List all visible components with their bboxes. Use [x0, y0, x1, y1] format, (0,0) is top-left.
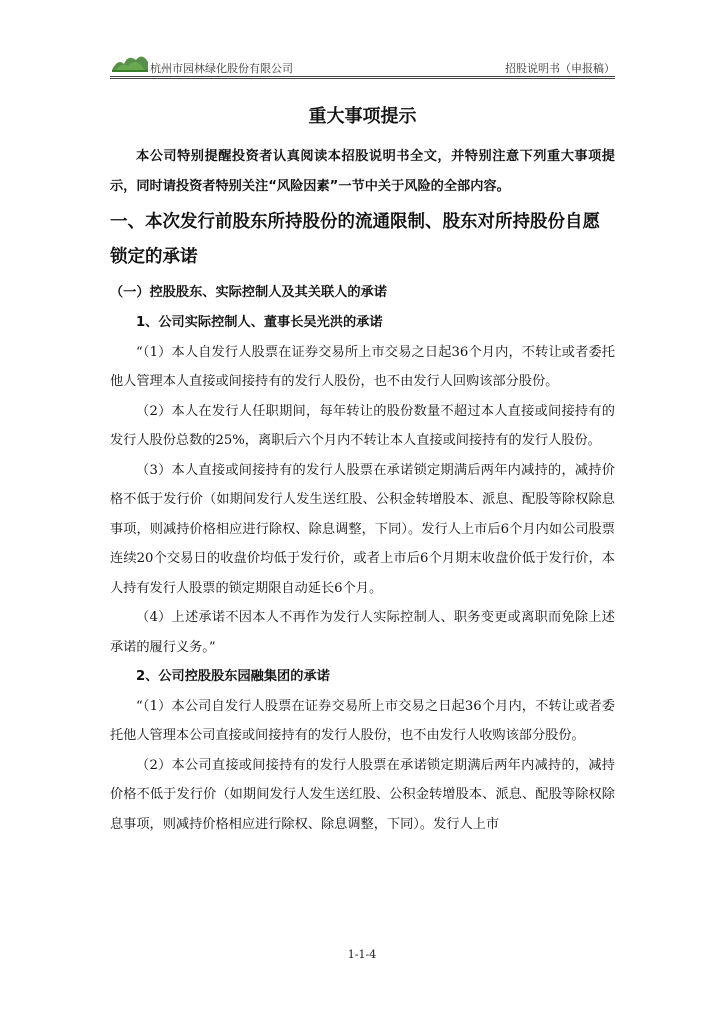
commitment-paragraph: （3）本人直接或间接持有的发行人股票在承诺锁定期满后两年内减持的，减持价格不低于发行价（如期间发行人发生送红股、公积金转增股本、派息、配股等除权除息事项，则减持价格相应进行除权、除息调整，下同）。发行人上市后6个月内如公司股票连续20个交易日的收盘价均低于发行价，或者上市后6个月期末收盘价低于发行价，本人持有发行人股票的锁定期限自动延长6个月。 [110, 462, 615, 596]
commitment-paragraph: （2）本人在发行人任职期间，每年转让的股份数量不超过本人直接或间接持有的发行人股份总数的25%，离职后六个月内不转让本人直接或间接持有的发行人股份。 [110, 403, 615, 448]
company-logo-icon [110, 48, 150, 74]
intro-paragraph: 本公司特别提醒投资者认真阅读本招股说明书全文，并特别注意下列重大事项提示，同时请投资者特别关注“风险因素”一节中关于风险的全部内容。 [110, 149, 615, 194]
page-number: 1-1-4 [347, 948, 377, 961]
page-header [110, 46, 615, 76]
commitment-paragraph: “（1）本公司自发行人股票在证券交易所上市交易之日起36个月内，不转让或者委托他人管理本公司直接或间接持有的发行人股份，也不由发行人收购该部分股份。 [110, 698, 615, 743]
commitment-paragraph: （2）本公司直接或间接持有的发行人股票在承诺锁定期满后两年内减持的，减持价格不低于发行价（如期间发行人发生送红股、公积金转增股本、派息、配股等除权除息事项，则减持价格相应进行除权、除息调整，下同）。发行人上市 [110, 757, 615, 832]
commitment-paragraph: “（1）本人自发行人股票在证券交易所上市交易之日起36个月内，不转让或者委托他人管理本人直接或间接持有的发行人股份，也不由发行人回购该部分股份。 [110, 344, 615, 389]
company-name: 杭州市园林绿化股份有限公司 [150, 62, 293, 75]
header-rule [110, 76, 615, 77]
item-heading: 2、公司控股股东园融集团的承诺 [136, 669, 330, 684]
section-heading: 一、本次发行前股东所持股份的流通限制、股东对所持股份自愿锁定的承诺 [110, 212, 600, 267]
commitment-paragraph: （4）上述承诺不因本人不再作为发行人实际控制人、职务变更或离职而免除上述承诺的履行义务。” [110, 610, 615, 655]
subsection-heading: （一）控股股东、实际控制人及其关联人的承诺 [110, 285, 387, 300]
item-heading: 1、公司实际控制人、董事长吴光洪的承诺 [136, 315, 383, 330]
page-body [110, 100, 615, 839]
header-rule [110, 78, 615, 79]
document-type: 招股说明书（申报稿） [505, 62, 615, 75]
page-title: 重大事项提示 [308, 106, 417, 127]
